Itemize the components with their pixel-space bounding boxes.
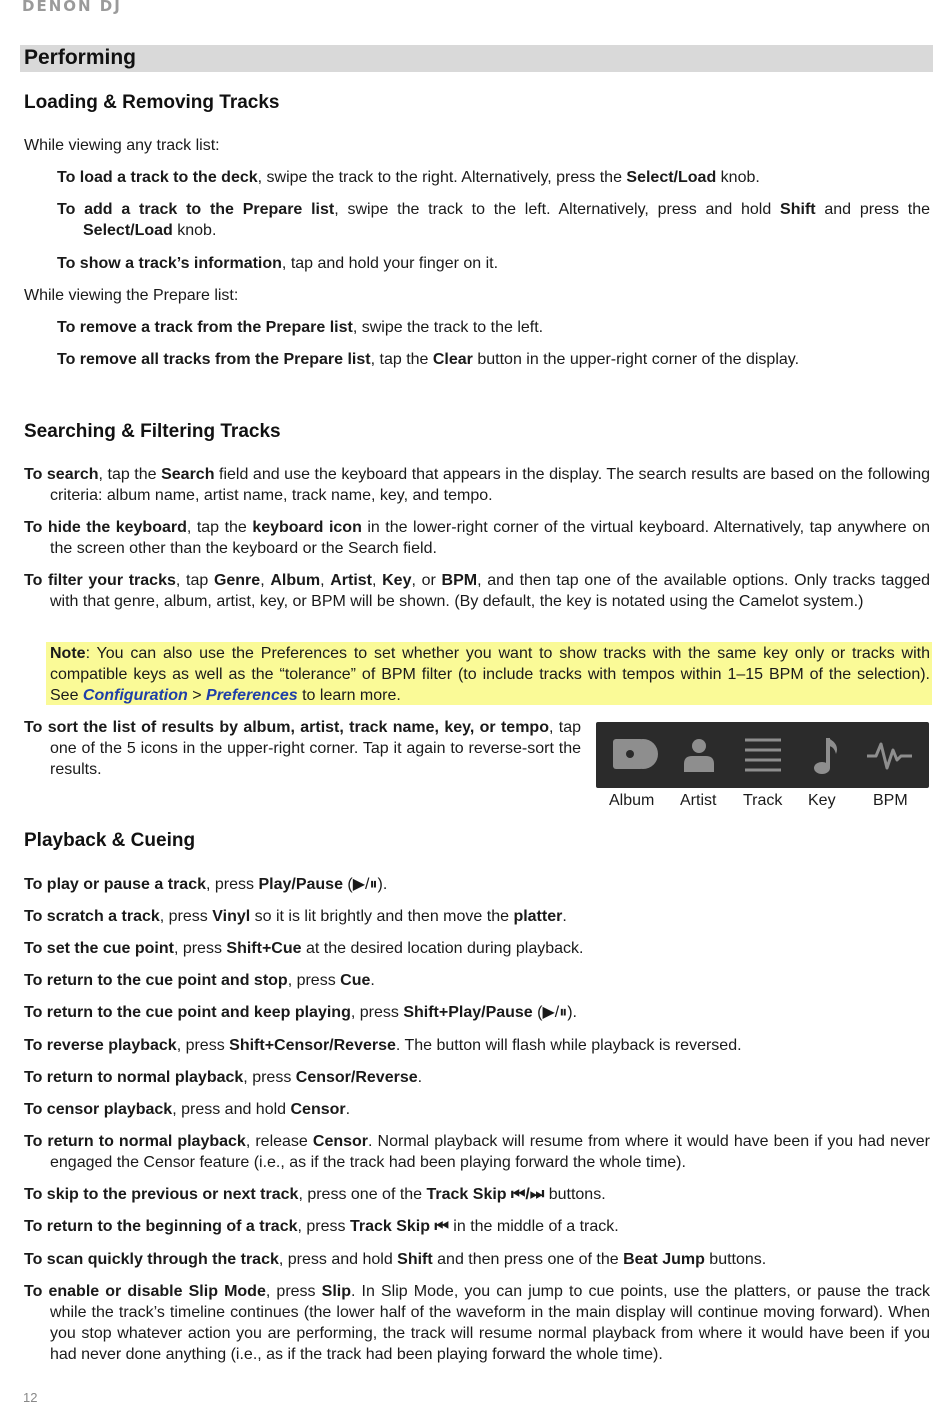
key-icon[interactable] xyxy=(814,738,837,774)
playback-item: To set the cue point, press Shift+Cue at the desired location during playback. xyxy=(24,940,584,957)
searching-heading: Searching & Filtering Tracks xyxy=(24,421,281,442)
sort-instruction: To sort the list of results by album, artist, track name, key, or tempo, tap one of the 5 icons in the upper-right corner. Tap it again to reverse-sort the results. xyxy=(24,719,581,778)
playback-item: To scan quickly through the track, press and hold Shift and then press one of the Beat Jump buttons. xyxy=(24,1251,767,1268)
section-title: Performing xyxy=(24,46,137,69)
load-track-instruction: To load a track to the deck, swipe the track to the right. Alternatively, press the Select/Load knob. xyxy=(57,169,760,186)
track-icon[interactable] xyxy=(745,740,781,770)
track-label: Track xyxy=(743,792,783,809)
bpm-icon[interactable] xyxy=(867,744,912,768)
playback-item: To play or pause a track, press Play/Pause (▶/⏸). xyxy=(24,876,388,893)
playback-item: To return to normal playback, release Censor. Normal playback will resume from where it would have been if you had never engaged the Censor feature (i.e., as if the track had been playing forward the whole time). xyxy=(24,1133,931,1171)
artist-icon[interactable] xyxy=(684,739,714,772)
album-icon[interactable] xyxy=(613,739,658,769)
loading-intro-prepare: While viewing the Prepare list: xyxy=(24,287,239,304)
sort-icon-bar xyxy=(596,722,929,788)
artist-label: Artist xyxy=(680,792,717,809)
add-prepare-instruction: To add a track to the Prepare list, swipe the track to the left. Alternatively, press and hold Shift and press the Select/Load knob. xyxy=(57,201,930,239)
playback-item: To reverse playback, press Shift+Censor/Reverse. The button will flash while playback is reversed. xyxy=(24,1037,742,1054)
playback-item: To censor playback, press and hold Censor. xyxy=(24,1101,351,1118)
preferences-note: Note: You can also use the Preferences to set whether you want to show tracks with the same key only or tracks with compatible keys as well as the “tolerance” of BPM filter (to include tracks with tempos within 1–15 BPM of the selection). See Configuration > Preferences to learn more. xyxy=(46,642,932,705)
configuration-link[interactable]: Configuration xyxy=(82,687,188,704)
page-number: 12 xyxy=(23,1390,38,1405)
playback-item: To return to normal playback, press Censor/Reverse. xyxy=(24,1069,423,1086)
playback-item: To scratch a track, press Vinyl so it is lit brightly and then move the platter. xyxy=(24,908,567,925)
filter-instruction: To filter your tracks, tap Genre, Album, Artist, Key, or BPM, and then tap one of the available options. Only tracks tagged with that genre, album, artist, key, or BPM will be shown. (By default, the key is notated using the Camelot system.) xyxy=(24,572,931,610)
album-label: Album xyxy=(609,792,655,809)
preferences-link[interactable]: Preferences xyxy=(206,687,298,704)
search-instruction: To search, tap the Search field and use the keyboard that appears in the display. The search results are based on the following criteria: album name, artist name, track name, key, and tempo. xyxy=(24,466,931,504)
key-label: Key xyxy=(808,792,836,809)
remove-all-instruction: To remove all tracks from the Prepare list, tap the Clear button in the upper-right corner of the display. xyxy=(57,351,800,368)
playback-item: To return to the cue point and keep playing, press Shift+Play/Pause (▶/⏸). xyxy=(24,1004,578,1021)
playback-item: To return to the cue point and stop, press Cue. xyxy=(24,972,375,989)
remove-track-instruction: To remove a track from the Prepare list, swipe the track to the left. xyxy=(57,319,544,336)
loading-intro-any: While viewing any track list: xyxy=(24,137,220,154)
bpm-label: BPM xyxy=(873,792,908,809)
hide-keyboard-instruction: To hide the keyboard, tap the keyboard icon in the lower-right corner of the virtual keyboard. Alternatively, tap anywhere on the screen other than the keyboard or the Search field. xyxy=(24,519,931,557)
brand-logo: DENON DJ xyxy=(22,0,122,15)
playback-item: To skip to the previous or next track, press one of the Track Skip ⏮/⏭ buttons. xyxy=(24,1186,606,1203)
playback-heading: Playback & Cueing xyxy=(24,830,196,851)
playback-item: To enable or disable Slip Mode, press Slip. In Slip Mode, you can jump to cue points, use the platters, or pause the track while the track’s timeline continues (the lower half of the waveform in the main display will continue moving forward). When you stop whatever action you are performing, the track will resume normal playback from where it would have been if you had never done anything (i.e., as if the track had been playing forward the whole time). xyxy=(24,1283,930,1363)
section-banner xyxy=(20,45,933,72)
loading-heading: Loading & Removing Tracks xyxy=(24,92,280,113)
show-info-instruction: To show a track’s information, tap and hold your finger on it. xyxy=(57,255,499,272)
playback-item: To return to the beginning of a track, press Track Skip ⏮ in the middle of a track. xyxy=(24,1218,619,1235)
